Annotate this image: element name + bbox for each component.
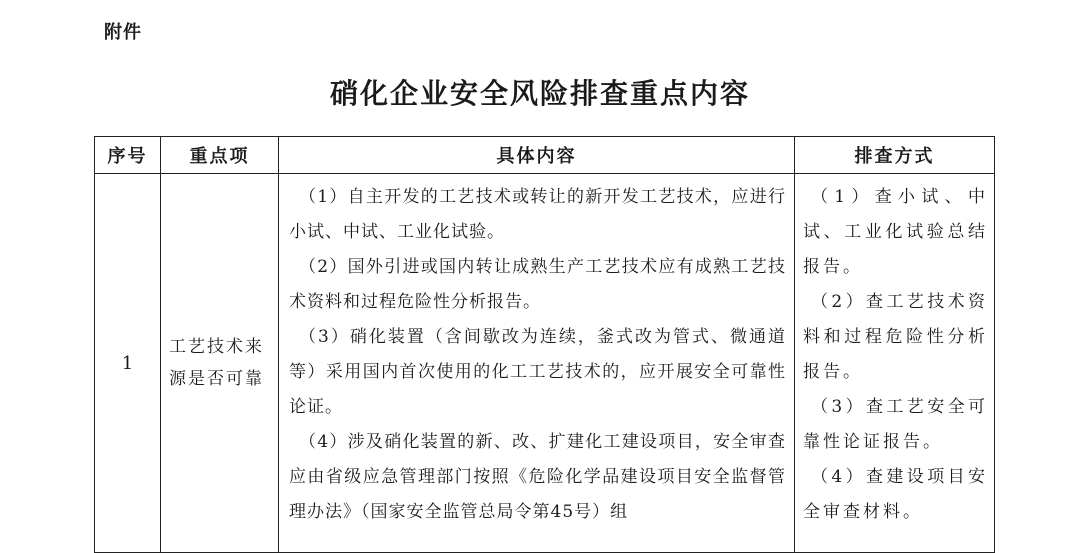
content-paragraph: （4）涉及硝化装置的新、改、扩建化工建设项目，安全审查应由省级应急管理部门按照《危险化学品建设项目安全监督管理办法》（国家安全监管总局令第45号）组 bbox=[289, 432, 786, 522]
column-header-content: 具体内容 bbox=[279, 137, 795, 174]
page-title: 硝化企业安全风险排查重点内容 bbox=[329, 77, 750, 110]
content-paragraph: （1）自主开发的工艺技术或转让的新开发工艺技术，应进行小试、中试、工业化试验。 bbox=[289, 187, 786, 242]
risk-check-table bbox=[94, 136, 995, 553]
table-header-row bbox=[95, 137, 995, 174]
column-header-method: 排查方式 bbox=[795, 137, 995, 174]
method-paragraph: （1）查小试、中试、工业化试验总结报告。 bbox=[803, 187, 988, 277]
row-content bbox=[279, 174, 795, 553]
method-paragraph: （4）查建设项目安全审查材料。 bbox=[803, 467, 988, 522]
method-paragraph: （3）查工艺安全可靠性论证报告。 bbox=[803, 397, 988, 452]
method-paragraph: （2）查工艺技术资料和过程危险性分析报告。 bbox=[803, 292, 988, 382]
content-paragraph: （3）硝化装置（含间歇改为连续，釜式改为管式、微通道等）采用国内首次使用的化工工艺技术的，应开展安全可靠性论证。 bbox=[289, 327, 786, 417]
content-paragraph: （2）国外引进或国内转让成熟生产工艺技术应有成熟工艺技术资料和过程危险性分析报告。 bbox=[289, 257, 786, 312]
row-key-item: 工艺技术来源是否可靠 bbox=[161, 174, 279, 553]
table-row bbox=[95, 174, 995, 553]
column-header-key-item: 重点项 bbox=[161, 137, 279, 174]
row-method bbox=[795, 174, 995, 553]
column-header-number: 序号 bbox=[95, 137, 161, 174]
row-number: 1 bbox=[95, 174, 161, 553]
attachment-label: 附件 bbox=[104, 22, 142, 43]
